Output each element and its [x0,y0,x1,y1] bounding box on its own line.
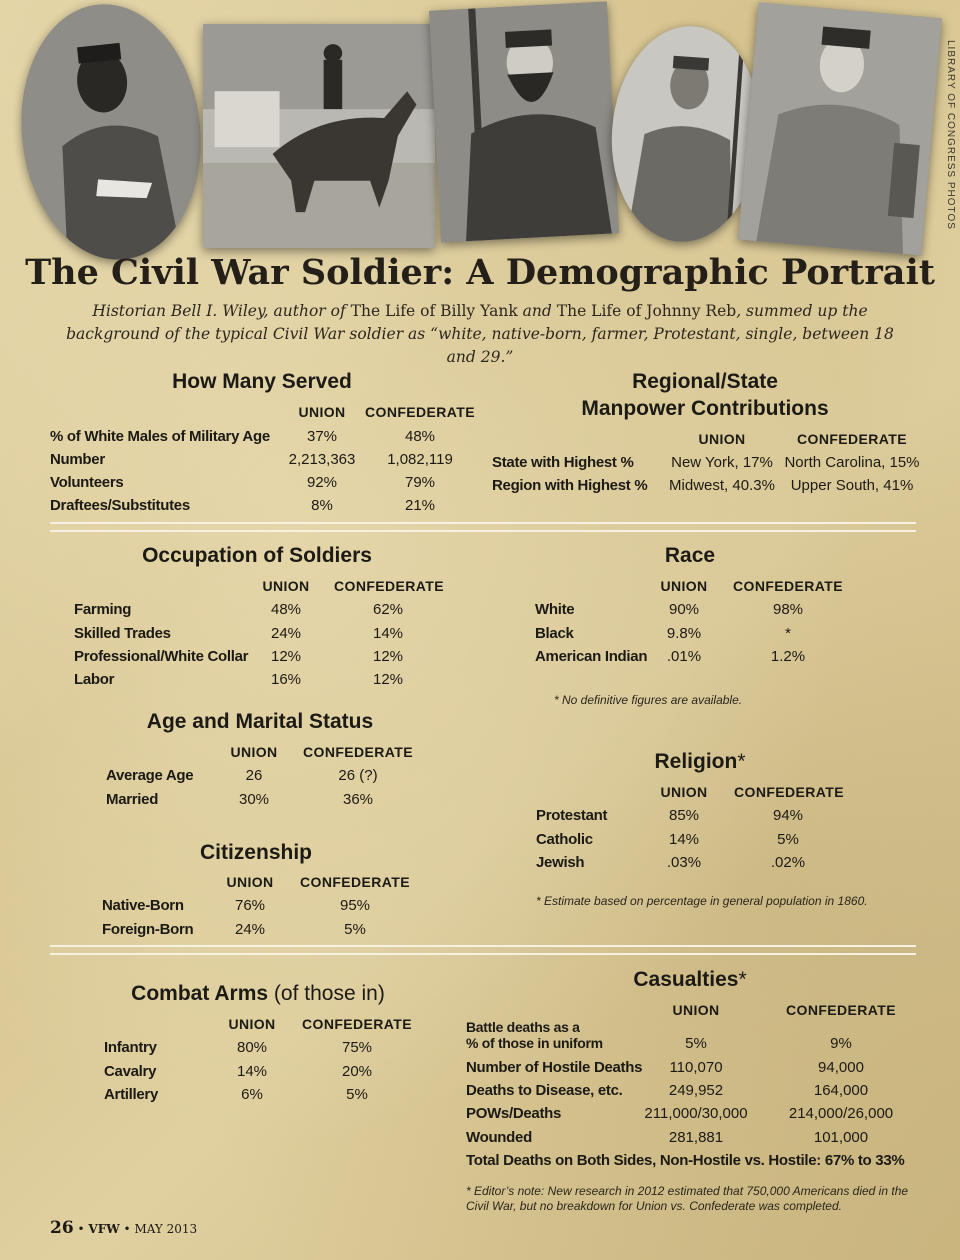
race-union-header: UNION [660,578,708,594]
row-label: Number of Hostile Deaths [466,1059,643,1076]
footer-separator: • [77,1222,85,1236]
portrait-photo-1 [9,0,213,269]
row-label: Artillery [104,1086,158,1103]
row-union: 8% [311,497,333,514]
row-union: 281,881 [668,1129,724,1146]
row-confederate: 1,082,119 [387,451,453,468]
regional-confederate-header: CONFEDERATE [797,431,907,447]
row-confederate: 36% [342,791,374,808]
religion-title-text: Religion [654,750,738,773]
religion-asterisk: * [737,750,746,773]
regional-title-line1: Regional/State [632,370,778,393]
citizenship-union-header: UNION [226,874,274,890]
race-confederate-header: CONFEDERATE [733,578,843,594]
row-label: Jewish [536,854,585,871]
row-label: Number [50,451,105,468]
row-union: 2,213,363 [288,451,356,468]
page-footer [50,1218,197,1238]
row-union: 37% [306,428,338,445]
race-title: Race [664,544,716,567]
row-confederate: 12% [372,671,404,688]
row-confederate: Upper South, 41% [790,477,914,494]
row-union: 85% [668,807,700,824]
row-union: 5% [685,1035,707,1052]
row-label: State with Highest % [492,454,634,471]
row-label: Cavalry [104,1063,157,1080]
religion-confederate-header: CONFEDERATE [734,784,844,800]
row-union: Midwest, 40.3% [669,477,775,494]
row-union: 6% [241,1086,263,1103]
row-union: 12% [270,648,302,665]
combat-arms-title-suffix: (of those in) [268,982,385,1005]
row-union: 24% [270,625,302,642]
regional-title [490,368,920,422]
age-marital-union-header: UNION [230,744,278,760]
row-union: 76% [234,897,266,914]
row-label: Skilled Trades [74,625,171,642]
row-union: 80% [236,1039,268,1056]
religion-title [580,748,820,775]
row-label: American Indian [535,648,648,665]
row-union: New York, 17% [671,454,773,471]
row-confederate: 94,000 [818,1059,864,1076]
cavalry-photo [203,24,435,248]
row-confederate: 26 (?) [338,767,378,784]
row-confederate: 5% [777,831,799,848]
how-many-served-union-header: UNION [298,404,346,420]
row-confederate: 164,000 [813,1082,869,1099]
row-label: % of White Males of Military Age [50,428,270,445]
row-confederate: .02% [770,854,806,871]
citizenship-confederate-header: CONFEDERATE [300,874,410,890]
footer-separator: • [123,1222,131,1236]
row-confederate: 95% [339,897,371,914]
magazine-name: VFW [88,1222,120,1236]
subtitle: Historian Bell I. Wiley, author of The Life of Billy Yank and The Life of Johnny Reb, summed up the background of the typical Civil War soldier as “white, native-born, farmer, Protestant, single, between 18 and 29.” [66,302,894,366]
row-label: Infantry [104,1039,157,1056]
age-marital-confederate-header: CONFEDERATE [303,744,413,760]
religion-union-header: UNION [660,784,708,800]
row-label: Farming [74,601,132,618]
age-marital-title: Age and Marital Status [146,710,374,733]
how-many-served-confederate-header: CONFEDERATE [365,404,475,420]
regional-title-line2: Manpower Contributions [581,397,829,420]
casualties-total: Total Deaths on Both Sides, Non-Hostile vs. Hostile: 67% to 33% [466,1152,905,1169]
row-union: 30% [238,791,270,808]
row-confederate: 79% [404,474,436,491]
casualties-footnote: * Editor’s note: New research in 2012 estimated that 750,000 Americans died in the Civil War, but no breakdown for Union vs. Confederate was completed. [466,1184,909,1213]
row-confederate: 21% [404,497,436,514]
citizenship-title: Citizenship [199,841,312,864]
occupation-title: Occupation of Soldiers [142,544,372,567]
seated-soldier-photo [738,2,942,255]
row-union: 9.8% [666,625,702,642]
page-number: 26 [50,1218,74,1238]
row-confederate: North Carolina, 15% [784,454,920,471]
section-divider [50,945,916,955]
row-confederate: 20% [341,1063,373,1080]
combat-arms-title-text: Combat Arms [131,982,269,1005]
row-confederate: 75% [341,1039,373,1056]
row-label: Catholic [536,831,593,848]
row-confederate: 14% [372,625,404,642]
row-union: 14% [668,831,700,848]
row-confederate: 62% [372,601,404,618]
casualties-asterisk: * [738,968,747,991]
page-title: The Civil War Soldier: A Demographic Portrait [25,252,935,293]
row-union: 16% [270,671,302,688]
casualties-union-header: UNION [672,1002,720,1018]
row-label: Protestant [536,807,608,824]
row-label-line1: Battle deaths as a [466,1019,580,1035]
row-union: 48% [270,601,302,618]
row-union: 26 [245,767,263,784]
casualties-confederate-header: CONFEDERATE [786,1002,896,1018]
row-confederate: 5% [346,1086,368,1103]
issue-date: MAY 2013 [134,1222,198,1236]
row-confederate: 101,000 [813,1129,869,1146]
photo-credit: LIBRARY OF CONGRESS PHOTOS [945,40,956,230]
casualties-title-text: Casualties [633,968,739,991]
row-label: Black [535,625,574,642]
row-label: Wounded [466,1129,532,1146]
book-title-billy-yank: The Life of Billy Yank [350,302,518,320]
row-union: 110,070 [669,1059,723,1076]
row-label: Foreign-Born [102,921,194,938]
row-union: .03% [666,854,702,871]
row-label: Deaths to Disease, etc. [466,1082,623,1099]
row-label: Volunteers [50,474,124,491]
row-label: Region with Highest % [492,477,648,494]
regional-union-header: UNION [698,431,746,447]
occupation-union-header: UNION [262,578,310,594]
combat-arms-title [90,980,426,1007]
row-label: Labor [74,671,115,688]
race-footnote: * No definitive figures are available. [554,693,743,707]
row-confederate: 5% [344,921,366,938]
row-label: Draftees/Substitutes [50,497,190,514]
row-confederate: * [785,625,791,642]
row-union: .01% [666,648,702,665]
occupation-confederate-header: CONFEDERATE [334,578,444,594]
row-label: POWs/Deaths [466,1105,562,1122]
row-label: Native-Born [102,897,184,914]
book-title-johnny-reb: The Life of Johnny Reb [556,302,737,320]
row-confederate: 12% [372,648,404,665]
row-label-line2: % of those in uniform [466,1035,603,1051]
row-union: 14% [236,1063,268,1080]
row-confederate: 214,000/26,000 [788,1105,894,1122]
casualties-title [590,966,790,993]
row-confederate: 9% [830,1035,852,1052]
row-union: 90% [668,601,700,618]
how-many-served-title: How Many Served [172,370,352,393]
row-union: 211,000/30,000 [644,1105,748,1122]
combat-arms-union-header: UNION [228,1016,276,1032]
combat-arms-confederate-header: CONFEDERATE [302,1016,412,1032]
row-confederate: 1.2% [770,648,806,665]
row-confederate: 94% [772,807,804,824]
bearded-soldier-photo [429,2,619,243]
row-label: Average Age [106,767,194,784]
row-label: White [535,601,575,618]
religion-footnote: * Estimate based on percentage in general population in 1860. [536,894,868,908]
section-divider [50,522,916,532]
row-confederate: 98% [772,601,804,618]
row-confederate: 48% [404,428,436,445]
row-union: 92% [306,474,338,491]
row-union: 249,952 [668,1082,724,1099]
row-union: 24% [234,921,266,938]
row-label: Professional/White Collar [74,648,249,665]
row-label: Married [106,791,159,808]
